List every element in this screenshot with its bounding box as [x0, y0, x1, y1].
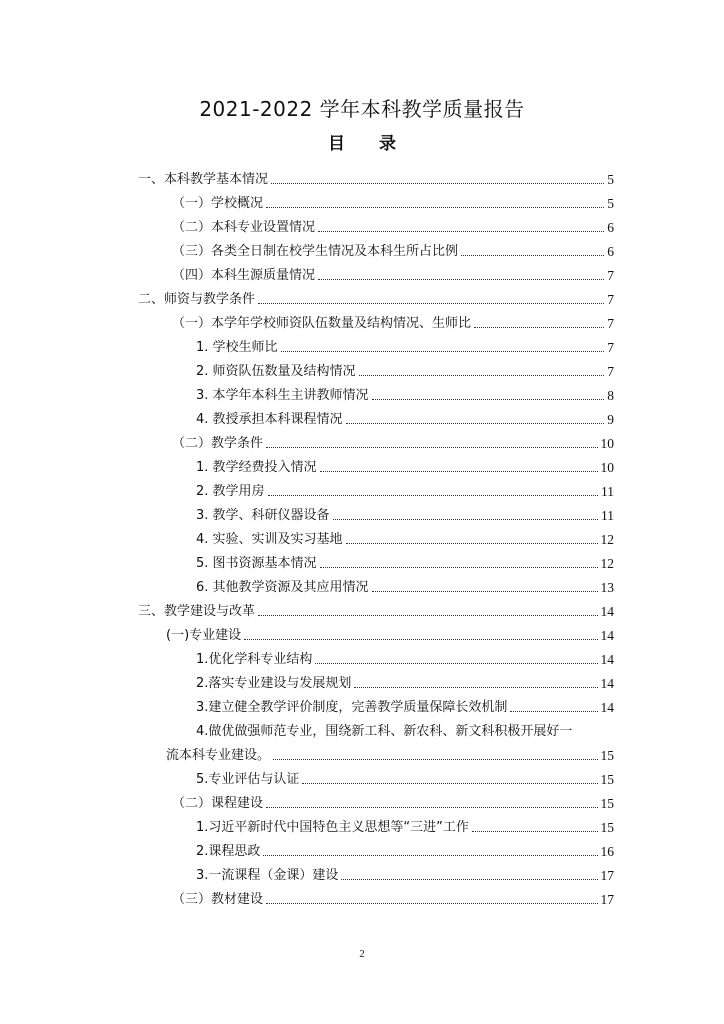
- toc-entry-page: 6: [607, 244, 614, 259]
- toc-entry[interactable]: [196, 384, 614, 404]
- document-title: 2021-2022 学年本科教学质量报告: [199, 97, 525, 121]
- toc-entry[interactable]: [196, 576, 614, 596]
- toc-entry[interactable]: [196, 816, 614, 836]
- toc-entry-label: (一)专业建设: [166, 628, 242, 643]
- dot-leader: [318, 230, 604, 232]
- toc-entry[interactable]: [196, 360, 614, 380]
- toc-entry-label: 3. 本学年本科生主讲教师情况: [196, 388, 369, 403]
- dot-leader: [354, 686, 597, 688]
- toc-entry-label: 2.课程思政: [196, 844, 261, 859]
- toc-entry[interactable]: [196, 768, 614, 788]
- toc-entry[interactable]: [196, 480, 614, 500]
- dot-leader: [461, 254, 604, 256]
- dot-leader: [281, 350, 605, 352]
- toc-entry-label: 4.做优做强师范专业，围绕新工科、新农科、新文科积极开展好一: [196, 724, 573, 739]
- toc-entry[interactable]: [172, 792, 614, 812]
- toc-entry-page: 7: [607, 292, 614, 307]
- toc-entry-page: 15: [600, 820, 614, 835]
- toc-entry-label: 5.专业评估与认证: [196, 772, 300, 787]
- toc-entry-page: 6: [607, 220, 614, 235]
- toc-entry[interactable]: [172, 312, 614, 332]
- toc-entry-page: 13: [600, 580, 614, 595]
- dot-leader: [346, 422, 605, 424]
- toc-entry[interactable]: [166, 624, 614, 644]
- toc-entry[interactable]: [172, 216, 614, 236]
- toc-entry-page: 7: [607, 316, 614, 331]
- dot-leader: [271, 182, 604, 184]
- toc-entry-page: 15: [600, 748, 614, 763]
- toc-entry-label: 3. 教学、科研仪器设备: [196, 508, 330, 523]
- page-number: 2: [359, 948, 365, 960]
- toc-entry[interactable]: [196, 336, 614, 356]
- dot-leader: [266, 806, 597, 808]
- toc-entry[interactable]: [196, 528, 614, 548]
- toc-entry-label: 1. 教学经费投入情况: [196, 460, 317, 475]
- toc-entry-label: （三）教材建设: [172, 892, 264, 907]
- toc-entry-page: 14: [600, 700, 614, 715]
- toc-entry-label: 1.优化学科专业结构: [196, 652, 313, 667]
- toc-entry-page: 16: [600, 844, 614, 859]
- toc-entry-page: 14: [600, 676, 614, 691]
- toc-entry[interactable]: [196, 864, 614, 884]
- dot-leader: [472, 830, 598, 832]
- toc-entry-label: 二、师资与教学条件: [138, 292, 256, 307]
- toc-entry[interactable]: [196, 840, 614, 860]
- toc-entry-page: 9: [607, 412, 614, 427]
- toc-entry[interactable]: [138, 288, 614, 308]
- toc-entry-label: 三、教学建设与改革: [138, 604, 256, 619]
- toc-entry-label: 1. 学校生师比: [196, 340, 278, 355]
- toc-entry-label: （一）学校概况: [172, 196, 264, 211]
- toc-entry-label: （二）本科专业设置情况: [172, 220, 316, 235]
- toc-entry[interactable]: [196, 648, 614, 668]
- toc-entry-page: 17: [600, 868, 614, 883]
- dot-leader: [302, 782, 597, 784]
- toc-entry[interactable]: [172, 192, 614, 212]
- dot-leader: [263, 854, 597, 856]
- toc-entry[interactable]: [172, 888, 614, 908]
- toc-entry[interactable]: [138, 168, 614, 188]
- toc-entry-label: 6. 其他教学资源及其应用情况: [196, 580, 369, 595]
- toc-entry-label: （二）教学条件: [172, 436, 264, 451]
- toc-entry-page: 17: [600, 892, 614, 907]
- toc-entry-page: 10: [600, 436, 614, 451]
- toc-entry-page: 5: [607, 196, 614, 211]
- toc-entry-page: 14: [600, 628, 614, 643]
- toc-entry-label: 3.一流课程（金课）建设: [196, 868, 339, 883]
- dot-leader: [320, 566, 598, 568]
- toc-entry-label: 4. 实验、实训及实习基地: [196, 532, 343, 547]
- toc-entry[interactable]: [196, 696, 614, 716]
- toc-entry[interactable]: [196, 552, 614, 572]
- toc-entry-page: 12: [600, 532, 614, 547]
- toc-entry[interactable]: [196, 504, 614, 524]
- dot-leader: [244, 638, 597, 640]
- toc-entry[interactable]: [196, 456, 614, 476]
- toc-entry-label: （一）本学年学校师资队伍数量及结构情况、生师比: [172, 316, 472, 331]
- dot-leader: [266, 446, 597, 448]
- dot-leader: [372, 398, 605, 400]
- dot-leader: [273, 758, 597, 760]
- dot-leader: [346, 542, 598, 544]
- toc-entry-label: 2. 教学用房: [196, 484, 265, 499]
- dot-leader: [315, 662, 597, 664]
- toc-entry-label: 3.建立健全教学评价制度，完善教学质量保障长效机制: [196, 700, 508, 715]
- toc-entry-page: 10: [600, 460, 614, 475]
- dot-leader: [266, 902, 597, 904]
- dot-leader: [372, 590, 598, 592]
- toc-entry[interactable]: [138, 600, 614, 620]
- dot-leader: [320, 470, 598, 472]
- toc-entry-label: （四）本科生源质量情况: [172, 268, 316, 283]
- dot-leader: [268, 494, 598, 496]
- toc-entry-label: 一、本科教学基本情况: [138, 172, 269, 187]
- toc-entry[interactable]: [172, 432, 614, 452]
- toc-entry-label: 1.习近平新时代中国特色主义思想等“三进”工作: [196, 820, 469, 835]
- toc-entry-page: 11: [601, 484, 614, 499]
- dot-leader: [333, 518, 598, 520]
- dot-leader: [266, 206, 604, 208]
- toc-entry-label: （二）课程建设: [172, 796, 264, 811]
- toc-entry-page: 7: [607, 340, 614, 355]
- dot-leader: [341, 878, 597, 880]
- dot-leader: [510, 710, 597, 712]
- toc-entry-label: 4. 教授承担本科课程情况: [196, 412, 343, 427]
- toc-entry-page: 15: [600, 772, 614, 787]
- dot-leader: [258, 614, 597, 616]
- toc-entry-page: 14: [600, 652, 614, 667]
- toc-entry-page: 11: [601, 508, 614, 523]
- toc-entry-label: （三）各类全日制在校学生情况及本科生所占比例: [172, 244, 459, 259]
- toc-entry-page: 14: [600, 604, 614, 619]
- toc-entry-page: 15: [600, 796, 614, 811]
- dot-leader: [359, 374, 605, 376]
- toc-entry-page: 7: [607, 364, 614, 379]
- toc-entry[interactable]: [172, 240, 614, 260]
- toc-entry-page: 5: [607, 172, 614, 187]
- toc-entry-label-continuation: 流本科专业建设。: [166, 748, 271, 763]
- toc-entry[interactable]: [196, 408, 614, 428]
- dot-leader: [258, 302, 604, 304]
- toc-entry-page: 7: [607, 268, 614, 283]
- toc-entry-continuation[interactable]: [166, 744, 614, 764]
- toc-entry-label: 5. 图书资源基本情况: [196, 556, 317, 571]
- dot-leader: [318, 278, 604, 280]
- toc-entry[interactable]: [196, 672, 614, 692]
- toc-entry-first-line[interactable]: [196, 720, 614, 740]
- toc-entry[interactable]: [172, 264, 614, 284]
- toc-entry-page: 12: [600, 556, 614, 571]
- toc-entry-label: 2. 师资队伍数量及结构情况: [196, 364, 356, 379]
- toc-entry-page: 8: [607, 388, 614, 403]
- dot-leader: [474, 326, 604, 328]
- toc-entry-label: 2.落实专业建设与发展规划: [196, 676, 352, 691]
- toc-heading: 目 录: [328, 134, 410, 154]
